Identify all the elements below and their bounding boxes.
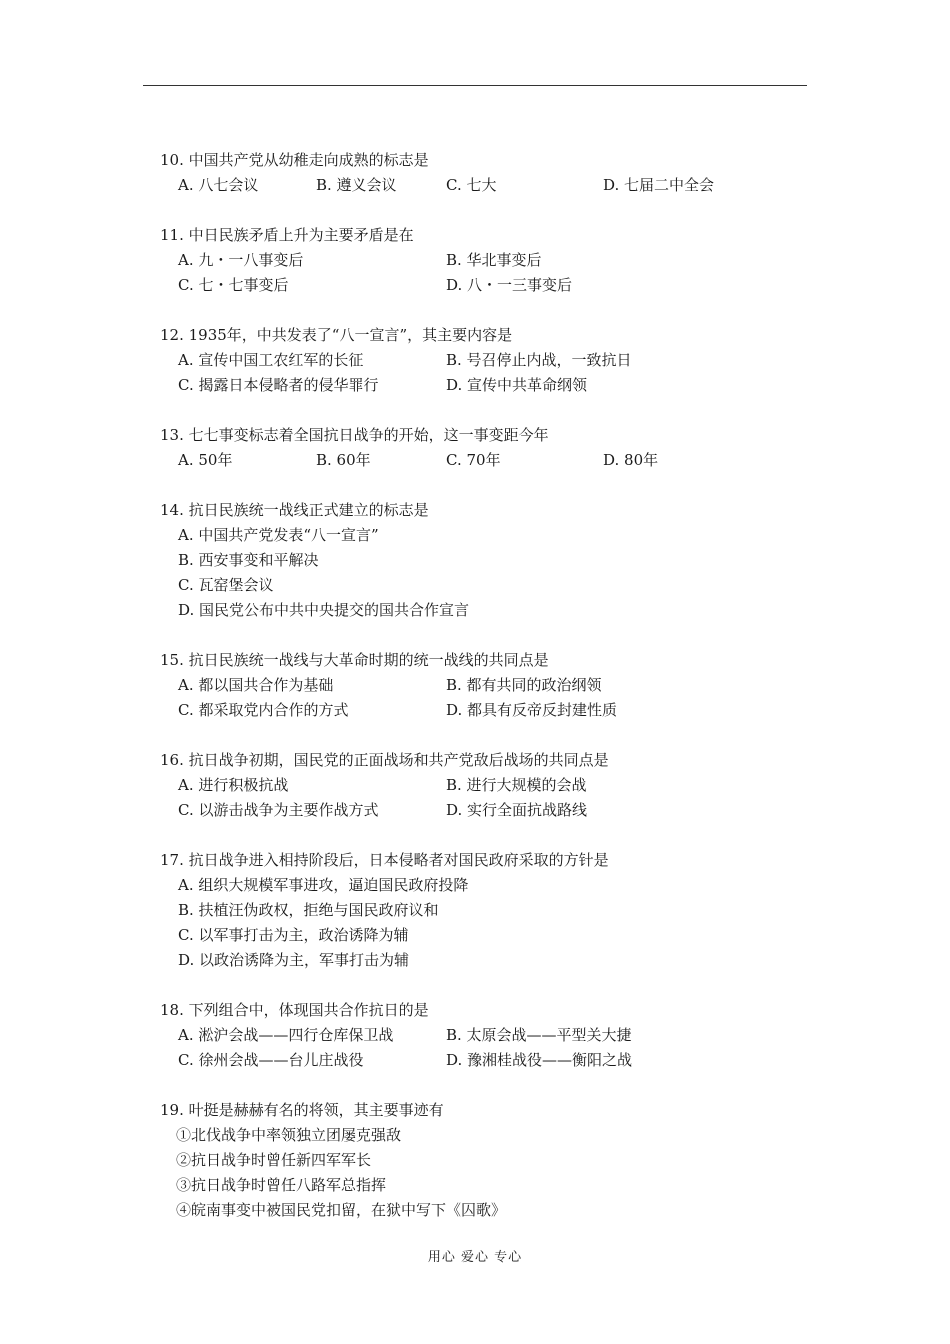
option-row [160, 373, 820, 398]
answer-option: C. 以军事打击为主，政治诱降为辅 [178, 926, 409, 944]
question-11 [160, 223, 820, 298]
answer-option: D. 七届二中全会 [603, 176, 715, 194]
question-stem: 18. 下列组合中，体现国共合作抗日的是 [160, 1001, 429, 1019]
answer-option: D. 都具有反帝反封建性质 [446, 701, 618, 719]
answer-option: B. 遵义会议 [316, 176, 397, 194]
question-17 [160, 848, 820, 973]
answer-option: A. 50年 [178, 451, 233, 469]
answer-option: D. 八・一三事变后 [446, 276, 573, 294]
option-row [160, 798, 820, 823]
statement-item: ③抗日战争时曾任八路军总指挥 [176, 1176, 387, 1194]
answer-option: D. 国民党公布中共中央提交的国共合作宣言 [178, 601, 470, 619]
statement-item: ①北伐战争中率领独立团屡克强敌 [176, 1126, 402, 1144]
question-18 [160, 998, 820, 1073]
answer-option: B. 进行大规模的会战 [446, 776, 587, 794]
answer-option: A. 淞沪会战——四行仓库保卫战 [178, 1026, 394, 1044]
answer-option: D. 豫湘桂战役——衡阳之战 [446, 1051, 633, 1069]
question-14 [160, 498, 820, 623]
question-stem: 10. 中国共产党从幼稚走向成熟的标志是 [160, 151, 429, 169]
option-row [160, 773, 820, 798]
question-13 [160, 423, 820, 473]
answer-option: A. 宣传中国工农红军的长征 [178, 351, 364, 369]
question-stem: 12. 1935年，中共发表了“八一宣言”，其主要内容是 [160, 326, 513, 344]
question-stem: 14. 抗日民族统一战线正式建立的标志是 [160, 501, 429, 519]
question-stem: 13. 七七事变标志着全国抗日战争的开始，这一事变距今年 [160, 426, 549, 444]
statement-item: ②抗日战争时曾任新四军军长 [176, 1151, 372, 1169]
answer-option: A. 进行积极抗战 [178, 776, 289, 794]
answer-option: A. 组织大规模军事进攻，逼迫国民政府投降 [178, 876, 469, 894]
answer-option: C. 瓦窑堡会议 [178, 576, 274, 594]
question-stem: 11. 中日民族矛盾上升为主要矛盾是在 [160, 226, 414, 244]
header-rule [143, 85, 807, 86]
page-footer: 用心 爱心 专心 [427, 1250, 523, 1265]
question-stem: 19. 叶挺是赫赫有名的将领，其主要事迹有 [160, 1101, 444, 1119]
option-row [160, 698, 820, 723]
answer-option: A. 八七会议 [178, 176, 259, 194]
question-stem: 15. 抗日民族统一战线与大革命时期的统一战线的共同点是 [160, 651, 549, 669]
answer-option: B. 60年 [316, 451, 371, 469]
answer-option: C. 以游击战争为主要作战方式 [178, 801, 379, 819]
answer-option: B. 西安事变和平解决 [178, 551, 319, 569]
option-row [160, 1023, 820, 1048]
question-stem: 17. 抗日战争进入相持阶段后，日本侵略者对国民政府采取的方针是 [160, 851, 609, 869]
answer-option: B. 太原会战——平型关大捷 [446, 1026, 632, 1044]
option-row [160, 248, 820, 273]
option-row [160, 1048, 820, 1073]
question-12 [160, 323, 820, 398]
answer-option: C. 七大 [446, 176, 497, 194]
answer-option: B. 华北事变后 [446, 251, 542, 269]
option-row [160, 448, 820, 473]
answer-option: B. 扶植汪伪政权，拒绝与国民政府议和 [178, 901, 439, 919]
option-row [160, 673, 820, 698]
answer-option: C. 揭露日本侵略者的侵华罪行 [178, 376, 379, 394]
option-row [160, 173, 820, 198]
answer-option: D. 宣传中共革命纲领 [446, 376, 588, 394]
option-row [160, 273, 820, 298]
question-16 [160, 748, 820, 823]
answer-option: D. 80年 [603, 451, 659, 469]
answer-option: A. 中国共产党发表“八一宣言” [178, 526, 379, 544]
statement-item: ④皖南事变中被国民党扣留，在狱中写下《囚歌》 [176, 1201, 507, 1219]
question-15 [160, 648, 820, 723]
option-row [160, 348, 820, 373]
answer-option: B. 都有共同的政治纲领 [446, 676, 602, 694]
question-list [160, 148, 820, 1248]
answer-option: B. 号召停止内战，一致抗日 [446, 351, 632, 369]
answer-option: C. 70年 [446, 451, 501, 469]
answer-option: C. 七・七事变后 [178, 276, 289, 294]
question-stem: 16. 抗日战争初期，国民党的正面战场和共产党敌后战场的共同点是 [160, 751, 609, 769]
answer-option: A. 都以国共合作为基础 [178, 676, 334, 694]
answer-option: C. 都采取党内合作的方式 [178, 701, 349, 719]
question-19 [160, 1098, 820, 1223]
answer-option: D. 以政治诱降为主，军事打击为辅 [178, 951, 410, 969]
answer-option: A. 九・一八事变后 [178, 251, 304, 269]
question-10 [160, 148, 820, 198]
answer-option: C. 徐州会战——台儿庄战役 [178, 1051, 364, 1069]
answer-option: D. 实行全面抗战路线 [446, 801, 588, 819]
